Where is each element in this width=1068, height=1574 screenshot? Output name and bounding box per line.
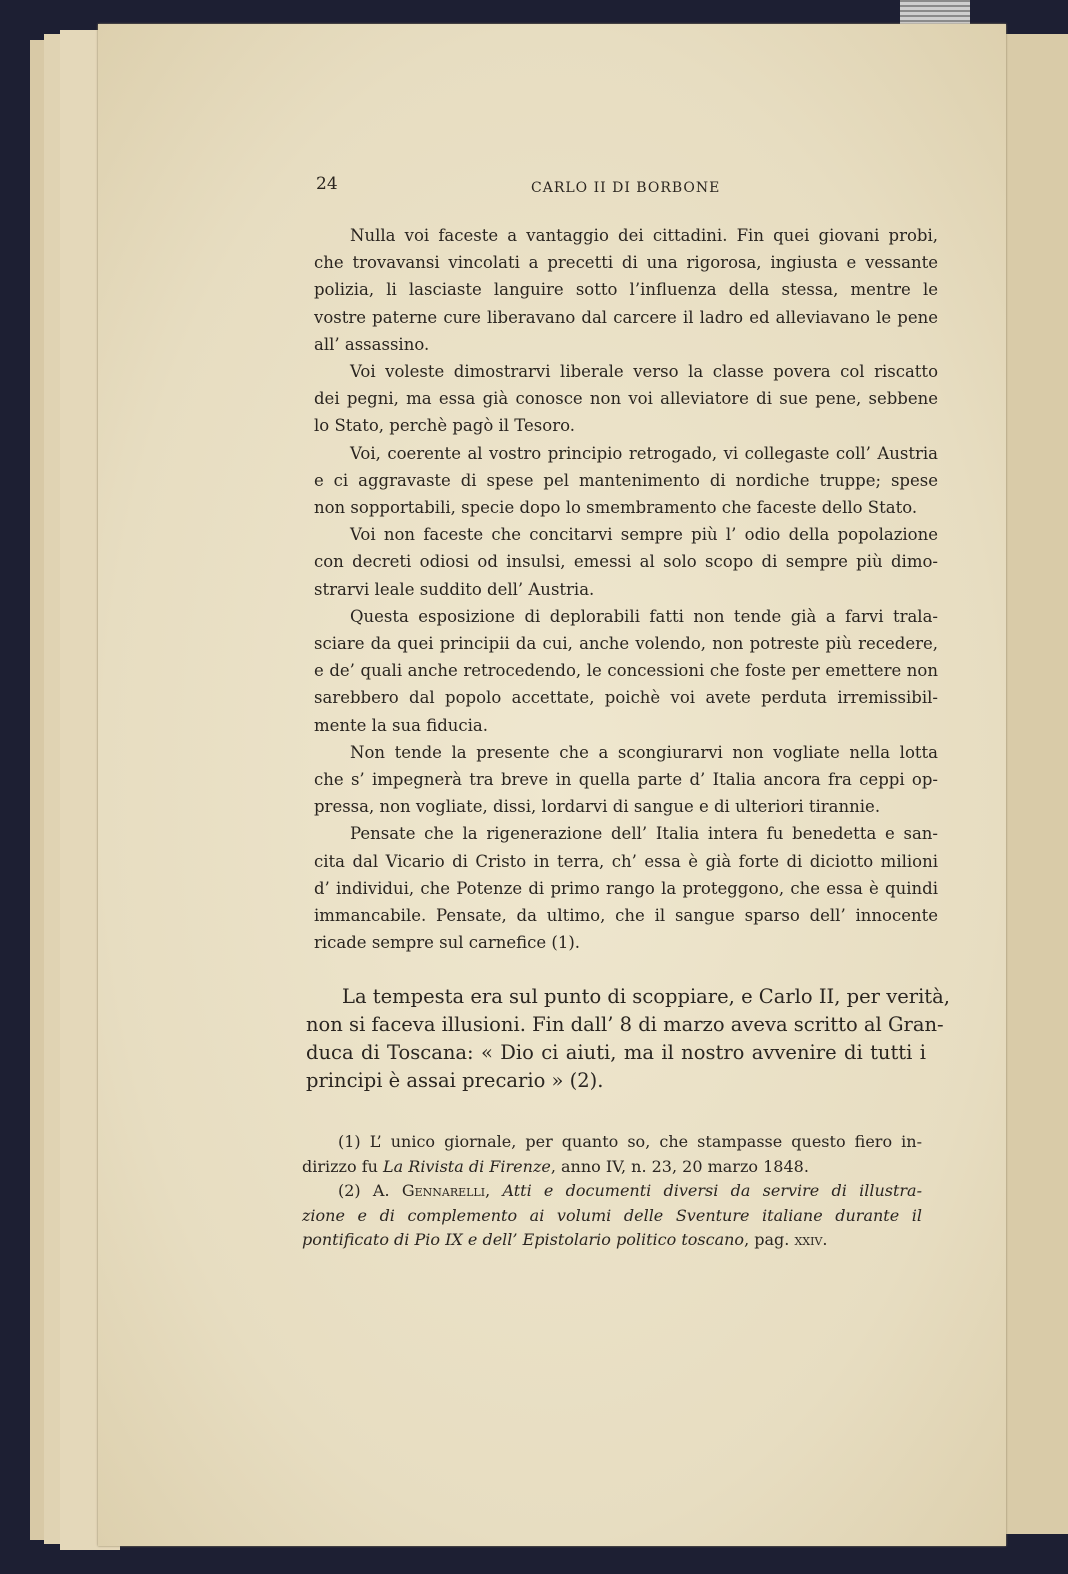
text-line: Voi, coerente al vostro principio retrogado, vi collegaste coll’ Austria [350,443,938,463]
footnote-line [302,1228,922,1253]
footnote-line [302,1155,922,1180]
paragraph [314,521,938,603]
footnote-line [302,1204,922,1229]
text-line: Pensate che la rigenerazione dell’ Italia intera fu benedetta e san- [350,824,938,844]
footnote-text: , pag. [744,1230,795,1249]
text-line: principi è assai precario » (2). [306,1069,604,1092]
running-title: CARLO II DI BORBONE [531,180,721,196]
paragraph [314,222,938,358]
text-line: immancabile. Pensate, da ultimo, che il sangue sparso dell’ innocente [314,906,938,926]
text-line: Voi non faceste che concitarvi sempre più l’ odio della popolazione [350,525,938,545]
footnote-2 [302,1179,922,1253]
footnote-text: , [485,1181,503,1200]
text-line: non si faceva illusioni. Fin dall’ 8 di marzo aveva scritto al Gran- [306,1013,944,1036]
text-line: sciare da quei principii da cui, anche volendo, non potreste più recedere, [314,634,938,654]
text-line: sarebbero dal popolo accettate, poichè voi avete perduta irremissibil- [314,688,938,708]
text-line: ricade sempre sul carnefice (1). [314,933,580,953]
paragraph [306,983,950,1095]
paragraph [314,440,938,522]
footnotes [302,1130,922,1253]
text-line: lo Stato, perchè pagò il Tesoro. [314,416,575,436]
text-line: che trovavansi vincolati a precetti di una rigorosa, ingiusta e vessante [314,253,938,273]
paragraph [314,358,938,440]
text-line: vostre paterne cure liberavano dal carcere il ladro ed alleviavano le pene [314,307,938,327]
paragraph [314,603,938,739]
text-line: duca di Toscana: « Dio ci aiuti, ma il nostro avvenire di tutti i [306,1041,926,1064]
footnote-text: , anno IV, n. 23, 20 marzo 1848. [550,1156,809,1176]
text-line: che s’ impegnerà tra breve in quella parte d’ Italia ancora fra ceppi op- [314,770,938,790]
text-line: e de’ quali anche retrocedendo, le concessioni che foste per emettere non [314,661,938,681]
letter-text [314,222,938,956]
text-line: La tempesta era sul punto di scoppiare, e Carlo II, per verità, [342,985,950,1008]
text-line: Questa esposizione di deplorabili fatti non tende già a farvi trala- [350,606,938,626]
footnote-text: dirizzo fu [302,1156,384,1176]
footnote-line [302,1179,922,1204]
footnote-line [302,1130,922,1155]
text-line: Non tende la presente che a scongiurarvi non vogliate nella lotta [350,742,938,762]
text-line: mente la sua fiducia. [314,715,489,735]
next-page-edge [1004,34,1068,1534]
page-number: 24 [316,174,338,194]
text-line: pressa, non vogliate, dissi, lordarvi di sangue e di ulteriori tirannie. [314,797,881,817]
italic-title: Atti e documenti diversi da servire di illustra- [502,1181,923,1200]
footnote-1 [302,1130,922,1179]
text-line: strarvi leale suddito dell’ Austria. [314,579,595,599]
text-line: con decreti odiosi od insulsi, emessi al solo scopo di sempre più dimo- [314,552,938,572]
text-line: non sopportabili, specie dopo lo smembramento che faceste dello Stato. [314,498,918,518]
text-line: dei pegni, ma essa già conosce non voi alleviatore di sue pene, sebbene [314,389,938,409]
text-line: all’ assassino. [314,334,430,354]
italic-title: La Rivista di Firenze [383,1156,551,1176]
text-line: cita dal Vicario di Cristo in terra, ch’ essa è già forte di diciotto milioni [314,851,938,871]
narrative-paragraph [306,983,950,1095]
text-line: polizia, li lasciaste languire sotto l’influenza della stessa, mentre le [314,280,938,300]
paragraph [314,820,938,956]
footnote-text: (2) A. [338,1181,402,1200]
paragraph [314,739,938,821]
italic-title: pontificato di Pio IX e dell’ Epistolario politico toscano [302,1230,745,1249]
text-line: Nulla voi faceste a vantaggio dei cittadini. Fin quei giovani probi, [350,226,938,245]
footnote-text: Gennarelli [401,1181,486,1200]
footnote-text: xxiv. [794,1230,828,1249]
italic-title: zione e di complemento ai volumi delle Sventure italiane durante il [302,1205,922,1225]
text-line: d’ individui, che Potenze di primo rango la proteggono, che essa è quindi [314,878,938,898]
text-line: e ci aggravaste di spese pel mantenimento di nordiche truppe; spese [314,470,938,490]
footnote-text: (1) L’ unico giornale, per quanto so, che stampasse questo fiero in- [338,1132,922,1151]
text-line: Voi voleste dimostrarvi liberale verso la classe povera col riscatto [350,362,938,382]
